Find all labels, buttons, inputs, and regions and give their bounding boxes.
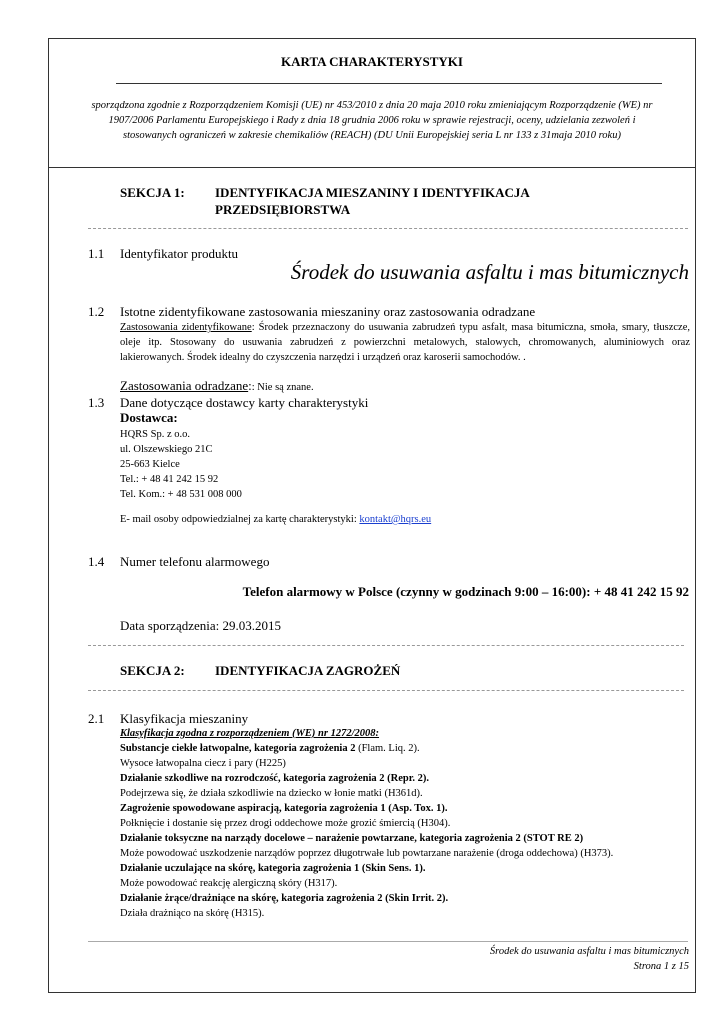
subsection-2-1-label: Klasyfikacja mieszaniny [120,711,249,726]
section-2-number: SEKCJA 2: [120,663,185,678]
email-line [120,512,431,527]
emergency-phone: Telefon alarmowy w Polsce (czynny w godzinach 9:00 – 16:00): + 48 41 242 15 92 [242,584,689,599]
footer-rule [88,941,688,942]
identified-uses [120,320,690,365]
regulation-subtitle: sporządzona zgodnie z Rozporządzeniem Komisji (UE) nr 453/2010 z dnia 20 maja 2010 roku zmieniającym Rozporządzenie (WE) nr 1907/2006 Parlamentu Europejskiego i Rady z dnia 18 grudnia 2006 roku w sprawie rejestracji, oceny, udzielania zezwoleń i stosowanych ograniczeń w zakresie chemikaliów (REACH) (DU Unii Europejskiej seria L nr 133 z 31maja 2010 roku) [91,100,653,141]
subsection-1-2-label: Istotne zidentyfikowane zastosowania mieszaniny oraz zastosowania odradzane [120,304,536,319]
subsection-1-4-number: 1.4 [88,554,105,569]
section-2-title: IDENTYFIKACJA ZAGROŻEŃ [215,663,401,678]
section-1-number: SEKCJA 1: [120,185,185,200]
subsection-1-2-number: 1.2 [88,304,105,319]
classification-head: Substancje ciekłe łatwopalne, kategoria zagrożenia 2 (Flam. Liq. 2). [120,743,420,754]
subsection-2-1-number: 2.1 [88,711,105,726]
divider [88,228,688,229]
discouraged-uses-text: : Nie są znane. [251,382,314,393]
section-2-heading [120,662,400,679]
classification-head: Działanie uczulające na skórę, kategoria zagrożenia 1 (Skin Sens. 1). [120,863,426,874]
identified-uses-text: : Środek przeznaczony do usuwania zabrudzeń typu asfalt, masa bitumiczna, smoła, smary, tłuszcze, oleje itp. Stosowany do usuwania zabrudzeń z powierzchni metalowych, stalowych, chromowanych, aluminiowych oraz lakierowanych. Środek idealny do czyszczenia narzędzi i urządzeń oraz karoserii samochodów. . [120,322,690,363]
section-1-title-line2: PRZEDSIĘBIORSTWA [215,202,351,217]
supplier-line: 25-663 Kielce [120,459,180,470]
preparation-date: Data sporządzenia: 29.03.2015 [120,618,282,633]
supplier-address [120,427,242,502]
title-rule [116,83,662,84]
discouraged-uses-label: Zastosowania odradzane [120,378,249,393]
classification-head: Działanie toksyczne na narządy docelowe – narażenie powtarzane, kategoria zagrożenia 2 (STOT RE 2) [120,833,584,844]
classification-head: Działanie szkodliwe na rozrodczość, kategoria zagrożenia 2 (Repr. 2). [120,773,430,784]
supplier-line: Tel.: + 48 41 242 15 92 [120,474,219,485]
classification-desc: Połknięcie i dostanie się przez drogi oddechowe może grozić śmiercią (H304). [120,818,451,829]
section-1-title-line1: IDENTYFIKACJA MIESZANINY I IDENTYFIKACJA [215,185,530,200]
divider [88,690,684,691]
subsection-1-3-label: Dane dotyczące dostawcy karty charakterystyki [120,395,369,410]
divider [88,645,684,646]
classification-desc: Może powodować uszkodzenie narządów poprzez długotrwałe lub powtarzane narażenie (droga oddechowa) (H373). [120,848,614,859]
classification-desc: Działa drażniąco na skórę (H315). [120,908,265,919]
supplier-line: ul. Olszewskiego 21C [120,444,213,455]
document-title: KARTA CHARAKTERYSTYKI [281,54,463,69]
classification-desc: Może powodować reakcję alergiczną skóry (H317). [120,878,338,889]
footer [490,944,689,974]
classification-list [120,726,690,921]
classification-head: Działanie żrące/drażniące na skórę, kategoria zagrożenia 2 (Skin Irrit. 2). [120,893,449,904]
subsection-1-1-label: Identyfikator produktu [120,246,239,261]
product-name: Środek do usuwania asfaltu i mas bitumicznych [290,260,689,284]
email-link[interactable]: kontakt@hqrs.eu [359,514,432,525]
identified-uses-label: Zastosowania zidentyfikowane [120,322,252,333]
subsection-1-4-label: Numer telefonu alarmowego [120,554,270,569]
subsection-1-3-number: 1.3 [88,395,105,410]
email-label: E- mail osoby odpowiedzialnej za kartę charakterystyki: [120,514,360,525]
classification-head: Zagrożenie spowodowane aspiracją, kategoria zagrożenia 1 (Asp. Tox. 1). [120,803,448,814]
regulation-label: Klasyfikacja zgodna z rozporządzeniem (WE) nr 1272/2008: [120,728,380,739]
supplier-label: Dostawca: [120,410,178,425]
footer-page-number: Strona 1 z 15 [633,961,689,972]
classification-desc: Podejrzewa się, że działa szkodliwie na dziecko w łonie matki (H361d). [120,788,423,799]
classification-desc: Wysoce łatwopalna ciecz i pary (H225) [120,758,286,769]
footer-product-name: Środek do usuwania asfaltu i mas bitumicznych [489,946,689,957]
header-separator [48,167,696,168]
subsection-1-1-number: 1.1 [88,246,105,261]
supplier-line: HQRS Sp. z o.o. [120,429,191,440]
discouraged-uses: Zastosowania odradzane:: Nie są znane. [120,378,314,393]
section-1-heading [120,184,530,218]
supplier-line: Tel. Kom.: + 48 531 008 000 [120,489,242,500]
